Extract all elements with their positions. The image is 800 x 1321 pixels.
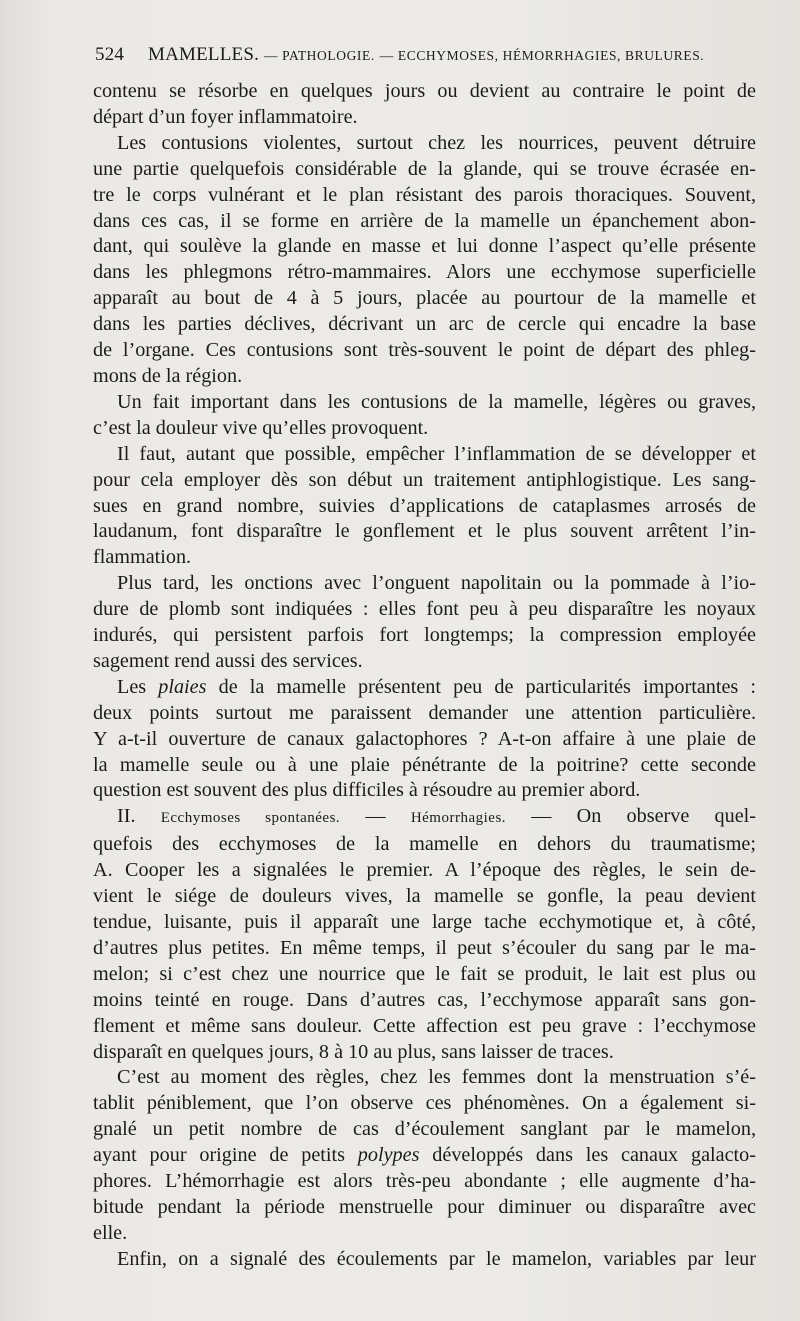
text-line: dans ces cas, il se forme en arrière de la mamelle un épanchement abon- bbox=[93, 209, 756, 232]
text-line: dans les parties déclives, décrivant un arc de cercle qui encadre la base bbox=[93, 313, 756, 336]
section-title: Ecchymoses spontanées. bbox=[160, 810, 341, 827]
text-line: C’est au moment des règles, chez les femmes dont la menstruation s’é- bbox=[117, 1066, 756, 1089]
text-line: melon; si c’est chez une nourrice que le fait se produit, le lait est plus ou bbox=[93, 962, 756, 985]
text-line: dans les phlegmons rétro-mammaires. Alors une ecchymose superficielle bbox=[93, 261, 756, 284]
text-line: sues en grand nombre, suivies d’applications de cataplasmes arrosés de bbox=[93, 494, 756, 517]
text-line: Enfin, on a signalé des écoulements par le mamelon, variables par leur bbox=[117, 1247, 756, 1270]
text-line: A. Cooper les a signalées le premier. A l’époque des règles, le sein de- bbox=[93, 859, 756, 882]
text-line: tendue, luisante, puis il apparaît une large tache ecchymotique et, à côté, bbox=[93, 911, 756, 933]
page-number: 524 bbox=[95, 44, 125, 65]
text-line: Il faut, autant que possible, empêcher l’inflammation de se développer et bbox=[117, 442, 756, 465]
section-number: II. bbox=[117, 805, 161, 828]
text-line: dant, qui soulève la glande en masse et lui donne l’aspect qu’elle présente bbox=[93, 235, 756, 258]
text-line: mons de la région. bbox=[93, 364, 243, 387]
text-line: tre le corps vulnérant et le plan résistant des parois thoraciques. Souvent, bbox=[93, 183, 756, 206]
text-line: apparaît au bout de 4 à 5 jours, placée au pourtour de la mamelle et bbox=[93, 287, 756, 310]
text-line: Plus tard, les onctions avec l’onguent napolitain ou la pommade à l’io- bbox=[117, 572, 756, 595]
header-subsection: ECCHYMOSES, HÉMORRHAGIES, BRULURES. bbox=[397, 48, 705, 63]
text-line: flammation. bbox=[93, 546, 192, 569]
text-line: moins teinté en rouge. Dans d’autres cas, l’ecchymose apparaît sans gon- bbox=[93, 988, 756, 1011]
text-line: phores. L’hémorrhagie est alors très-peu abondante ; elle augmente d’ha- bbox=[93, 1170, 756, 1193]
text-line: c’est la douleur vive qu’elles provoquent. bbox=[93, 416, 429, 439]
header-section: PATHOLOGIE. bbox=[282, 48, 375, 63]
section-subtitle: Hémorrhagies. bbox=[410, 810, 507, 827]
text-line: question est souvent des plus difficiles à résoudre au premier abord. bbox=[93, 779, 641, 802]
text-run: — On observe quel- bbox=[506, 805, 757, 828]
text-line bbox=[93, 1143, 756, 1169]
text-line: flement et même sans douleur. Cette affection est peu grave : l’ecchymose bbox=[93, 1014, 756, 1037]
text-line: quefois des ecchymoses de la mamelle en dehors du traumatisme; bbox=[93, 833, 756, 856]
text-line: de l’organe. Ces contusions sont très-souvent le point de départ des phleg- bbox=[93, 339, 756, 362]
section-heading-line bbox=[93, 804, 756, 832]
text-line: d’autres plus petites. En même temps, il peut s’écouler du sang par le ma- bbox=[93, 936, 756, 959]
text-line: contenu se résorbe en quelques jours ou devient au contraire le point de bbox=[93, 80, 756, 102]
text-line: une partie quelquefois considérable de la glande, qui se trouve écrasée en- bbox=[93, 157, 756, 180]
italic-term: plaies bbox=[158, 675, 207, 698]
text-line: bitude pendant la période menstruelle pour diminuer ou disparaître avec bbox=[93, 1195, 756, 1218]
header-separator: — bbox=[379, 48, 398, 63]
text-line bbox=[93, 675, 756, 701]
text-line: tablit péniblement, que l’on observe ces phénomènes. On a également si- bbox=[93, 1092, 756, 1115]
text-line: deux points surtout me paraissent demander une attention particulière. bbox=[93, 701, 756, 724]
running-header bbox=[95, 44, 745, 66]
text-line: elle. bbox=[93, 1221, 128, 1244]
text-run: — bbox=[340, 805, 411, 828]
text-line: pour cela employer dès son début un traitement antiphlogistique. Les sang- bbox=[93, 468, 756, 491]
italic-term: polypes bbox=[357, 1144, 420, 1167]
header-title: MAMELLES. bbox=[148, 44, 260, 65]
text-run: développés dans les canaux galacto- bbox=[419, 1144, 756, 1167]
text-line: laudanum, font disparaître le gonflement et le plus souvent arrêtent l’in- bbox=[93, 520, 756, 543]
text-line: dure de plomb sont indiquées : elles font peu à peu disparaître les noyaux bbox=[93, 598, 756, 621]
body-text bbox=[93, 79, 756, 1273]
text-line: Un fait important dans les contusions de la mamelle, légères ou graves, bbox=[117, 390, 756, 413]
text-line: indurés, qui persistent parfois fort longtemps; la compression employée bbox=[93, 624, 756, 647]
header-separator: — bbox=[264, 48, 283, 63]
text-line: vient le siége de douleurs vives, la mamelle se gonfle, la peau devient bbox=[93, 885, 756, 908]
text-run: Les bbox=[117, 675, 159, 698]
text-line: départ d’un foyer inflammatoire. bbox=[93, 105, 358, 128]
text-line: disparaît en quelques jours, 8 à 10 au plus, sans laisser de traces. bbox=[93, 1040, 614, 1063]
text-line: Y a-t-il ouverture de canaux galactophores ? A-t-on affaire à une plaie de bbox=[93, 727, 756, 750]
text-line: la mamelle seule ou à une plaie pénétrante de la poitrine? cette seconde bbox=[93, 753, 756, 776]
text-line: sagement rend aussi des services. bbox=[93, 649, 363, 672]
text-line: gnalé un petit nombre de cas d’écoulement sanglant par le mamelon, bbox=[93, 1118, 756, 1141]
text-line: Les contusions violentes, surtout chez les nourrices, peuvent détruire bbox=[117, 131, 756, 154]
text-run: de la mamelle présentent peu de particularités importantes : bbox=[206, 675, 757, 698]
text-run: ayant pour origine de petits bbox=[93, 1144, 358, 1167]
